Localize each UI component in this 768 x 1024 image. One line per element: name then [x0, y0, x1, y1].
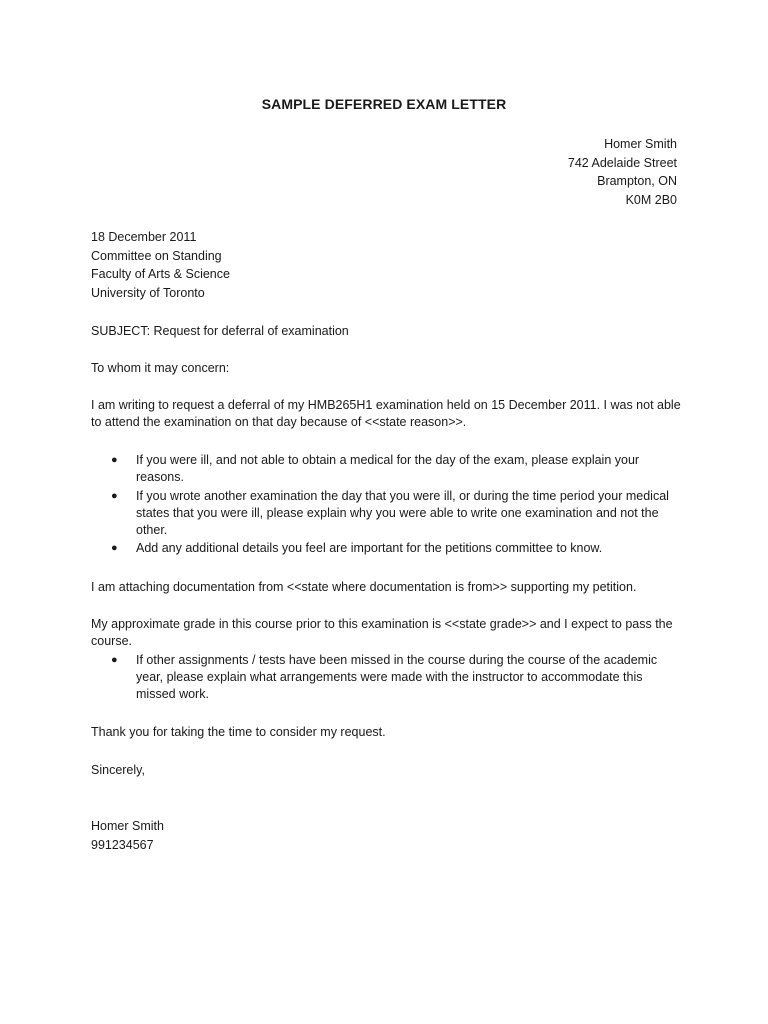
bullet-icon: ●	[111, 489, 118, 502]
sender-address	[568, 136, 677, 210]
sender-street: 742 Adelaide Street	[567, 155, 677, 170]
student-number: 991234567	[91, 837, 154, 852]
signature-name: Homer Smith	[91, 819, 164, 833]
subject-line: SUBJECT: Request for deferral of examination	[91, 324, 349, 338]
recipient-line-2: Faculty of Arts & Science	[91, 267, 230, 281]
bullet-list-1	[91, 452, 681, 559]
closing: Sincerely,	[91, 763, 145, 777]
body-paragraph-2: My approximate grade in this course prior to this examination is <<state grade>> and I expect to pass the course.	[91, 617, 673, 648]
letter-date: 18 December 2011	[91, 230, 197, 244]
list-item-text: If other assignments / tests have been missed in the course during the course of the academic year, please explain what arrangements were made with the instructor to accommodate this missed work.	[136, 653, 658, 701]
sender-postal: K0M 2B0	[625, 192, 677, 207]
list-item-text: Add any additional details you feel are important for the petitions committee to know.	[136, 541, 603, 555]
list-item	[91, 452, 681, 486]
sender-city: Brampton, ON	[597, 174, 677, 188]
bullet-icon: ●	[111, 454, 118, 466]
sender-name: Homer Smith	[604, 137, 677, 151]
list-item-text: If you wrote another examination the day that you were ill, or during the time period your medical states that you were ill, please explain why you were able to write one examination and not the other.	[136, 488, 669, 537]
attachment-paragraph: I am attaching documentation from <<state where documentation is from>> supporting my petition.	[91, 580, 637, 594]
letter-title: SAMPLE DEFERRED EXAM LETTER	[261, 96, 507, 112]
bullet-icon: ●	[111, 654, 118, 666]
thanks-line: Thank you for taking the time to consider my request.	[91, 725, 386, 739]
list-item	[91, 488, 681, 539]
body-paragraph-1: I am writing to request a deferral of my HMB265H1 examination held on 15 December 2011. I was not able to attend the examination on that day because of <<state reason>>.	[91, 398, 681, 429]
bullet-icon: ●	[111, 542, 118, 554]
recipient-line-3: University of Toronto	[91, 285, 205, 300]
bullet-list-2	[91, 652, 681, 705]
list-item-text: If you were ill, and not able to obtain a medical for the day of the exam, please explain your reasons.	[136, 453, 640, 484]
recipient-line-1: Committee on Standing	[91, 248, 222, 263]
salutation: To whom it may concern:	[91, 361, 230, 375]
list-item	[91, 652, 681, 703]
recipient-address	[91, 229, 230, 303]
signature-block	[91, 818, 681, 855]
list-item	[91, 540, 681, 557]
